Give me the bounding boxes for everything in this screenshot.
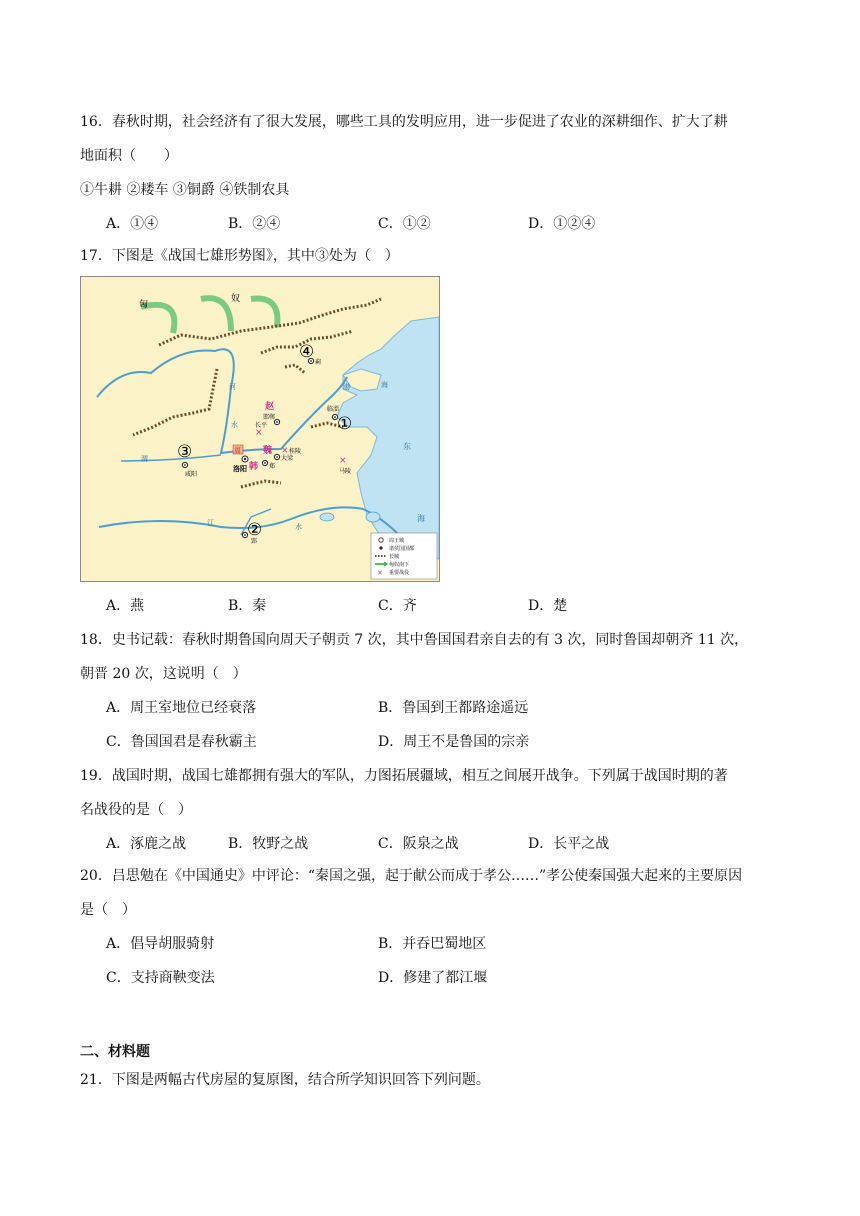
city-luoyang — [242, 456, 248, 462]
zhou-label: 周 — [234, 447, 241, 455]
q20-stem-line2: 是（ ） — [80, 902, 136, 918]
wei-river — [121, 455, 221, 461]
battle-guiling-label: 桂陵 — [289, 448, 302, 455]
city-ying-label: 郢 — [251, 538, 258, 545]
q19-stem-line2: 名战役的是（ ） — [80, 802, 192, 818]
q16-items: ①牛耕 ②耧车 ③铜爵 ④铁制农具 — [80, 182, 290, 198]
q18-option-b: B．鲁国到王都路途遥远 — [378, 700, 529, 716]
great-wall-west — [133, 369, 217, 435]
nu-label: 奴 — [231, 294, 241, 304]
q16-option-c: C．①② — [378, 216, 431, 232]
great-wall-zhao — [285, 365, 305, 373]
xiongnu-arrow-3 — [251, 299, 277, 327]
q18-option-a: A．周王室地位已经衰落 — [106, 700, 257, 716]
q18-option-c: C．鲁国国君是春秋霸主 — [106, 734, 257, 750]
city-ji-label: 蓟 — [315, 359, 322, 366]
marker-4: ④ — [299, 342, 315, 362]
legend-xiongnu: 匈奴南下 — [389, 562, 410, 568]
legend-battle: 重要战役 — [389, 570, 410, 576]
bohai-label-1: 渤 — [343, 383, 350, 391]
river-jiang-label: 江 — [207, 519, 214, 527]
q17-option-d: D．楚 — [528, 598, 568, 614]
q21-stem: 21．下图是两幅古代房屋的复原图，结合所学知识回答下列问题。 — [80, 1072, 490, 1088]
lake-2 — [366, 512, 380, 522]
q19-option-d: D．长平之战 — [528, 836, 610, 852]
legend-zhou-capital: 周王城 — [389, 538, 405, 544]
legend-battle-icon: × — [377, 569, 383, 577]
city-daliang-label: 大梁 — [281, 455, 294, 462]
map-svg — [81, 277, 439, 581]
river-he-label: 河 — [229, 383, 236, 391]
state-zhao-label: 赵 — [265, 402, 275, 412]
q16-option-d: D．①②④ — [528, 216, 596, 232]
state-han-label: 韩 — [249, 462, 259, 472]
city-zheng-label: 郑 — [269, 463, 276, 470]
donghai-label-1: 东 — [403, 442, 411, 451]
state-wei-label: 魏 — [263, 446, 273, 456]
q17-option-c: C．齐 — [378, 598, 417, 614]
q20-option-c: C．支持商鞅变法 — [106, 970, 215, 986]
great-wall-chu — [241, 481, 281, 487]
city-linzi-label: 临淄 — [327, 406, 340, 413]
q19-option-b: B．牧野之战 — [228, 836, 309, 852]
q16-option-b: B．②④ — [228, 216, 281, 232]
city-handan — [274, 419, 279, 424]
battle-changping-label: 长平 — [255, 422, 268, 429]
legend-state-capital: 诸侯国国都 — [389, 546, 415, 552]
battle-changping-icon: × — [255, 428, 263, 438]
marker-1: ① — [337, 414, 353, 434]
xiong-label: 匈 — [139, 300, 149, 310]
legend-great-wall: 长城 — [389, 554, 400, 560]
q20-option-d: D．修建了都江堰 — [378, 970, 488, 986]
battle-maling-icon: × — [339, 456, 347, 466]
city-zheng — [262, 460, 267, 465]
q18-stem-line2: 朝晋 20 次，这说明（ ） — [80, 666, 247, 682]
marker-3: ③ — [177, 442, 193, 462]
city-handan-label: 邯郸 — [263, 414, 276, 421]
q16-stem-line2: 地面积（ ） — [80, 148, 178, 164]
yellow-river — [97, 349, 347, 453]
q16-stem-line1: 16．春秋时期，社会经济有了很大发展，哪些工具的发明应用，进一步促进了农业的深耕细作、扩大了耕 — [80, 114, 728, 130]
q20-option-a: A．倡导胡服骑射 — [106, 936, 215, 952]
bohai-label-2: 海 — [381, 381, 388, 389]
q19-option-c: C．阪泉之战 — [378, 836, 459, 852]
marker-2: ② — [247, 520, 263, 540]
map-legend — [371, 533, 437, 579]
battle-maling-label: 马陵 — [339, 468, 352, 475]
q16-option-a: A．①④ — [106, 216, 159, 232]
section-2-title: 二、材料题 — [80, 1044, 150, 1060]
q19-option-a: A．涿鹿之战 — [106, 836, 187, 852]
xiongnu-arrow-2 — [201, 298, 231, 331]
city-xianyang-label: 咸阳 — [185, 471, 198, 478]
warring-states-map — [80, 276, 440, 582]
river-shui-label: 水 — [231, 421, 238, 429]
river-shui2-label: 水 — [295, 523, 302, 531]
q19-stem-line1: 19．战国时期，战国七雄都拥有强大的军队，力图拓展疆域，相互之间展开战争。下列属于战国时期的著 — [80, 768, 728, 784]
lake-1 — [320, 513, 334, 521]
donghai-label-2: 海 — [417, 514, 425, 523]
city-luoyang-label: 洛阳 — [233, 465, 247, 473]
city-daliang — [274, 454, 279, 459]
q17-option-b: B．秦 — [228, 598, 267, 614]
battle-guiling-icon: × — [281, 446, 289, 456]
q20-option-b: B．并吞巴蜀地区 — [378, 936, 487, 952]
q17-option-a: A．燕 — [106, 598, 145, 614]
q20-stem-line1: 20．吕思勉在《中国通史》中评论：“秦国之强，起于献公而成于孝公……”孝公使秦国强大起来的主要原因 — [80, 868, 743, 884]
q17-stem: 17．下图是《战国七雄形势图》，其中③处为（ ） — [80, 248, 399, 264]
great-wall-north — [159, 299, 381, 345]
q18-option-d: D．周王不是鲁国的宗亲 — [378, 734, 530, 750]
river-wei-label: 渭 — [141, 455, 148, 463]
city-xianyang — [182, 462, 187, 467]
q18-stem-line1: 18．史书记载：春秋时期鲁国向周天子朝贡 7 次，其中鲁国国君亲自去的有 3 次，同时鲁国却朝齐 11 次， — [80, 632, 749, 648]
